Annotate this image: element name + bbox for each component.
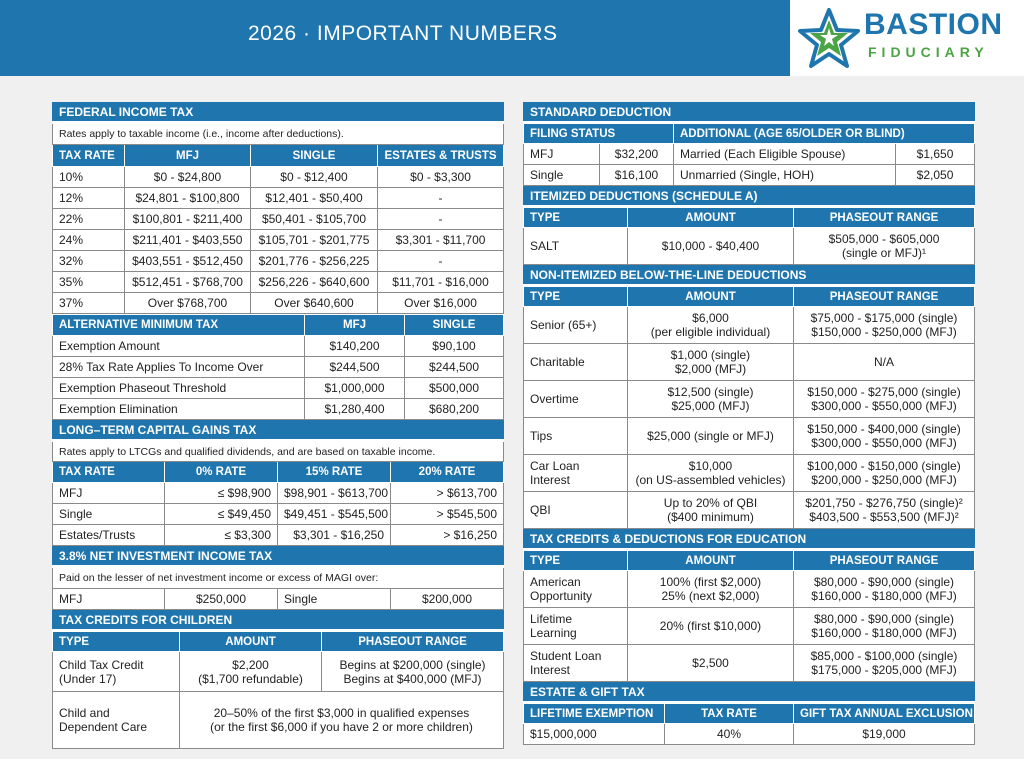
phaseout-line: $403,500 - $553,500 (MFJ)² bbox=[809, 510, 959, 524]
single-cell: $0 - $12,400 bbox=[251, 167, 378, 188]
row-label: Estates/Trusts bbox=[53, 525, 165, 546]
children-credits-table bbox=[52, 610, 504, 749]
table-row bbox=[524, 228, 975, 265]
type-line: QBI bbox=[530, 503, 551, 517]
amount-cell bbox=[628, 608, 794, 645]
table-row bbox=[524, 381, 975, 418]
amount-line: $25,000 (single or MFJ) bbox=[647, 429, 774, 443]
phaseout-line: $175,000 - $205,000 (MFJ) bbox=[811, 663, 957, 677]
table-row bbox=[524, 307, 975, 344]
amount-line: $6,000 bbox=[692, 311, 729, 325]
type-cell bbox=[524, 381, 628, 418]
lifetime-exemption-cell: $15,000,000 bbox=[524, 724, 665, 745]
row-label: Exemption Amount bbox=[53, 336, 305, 357]
type-cell bbox=[524, 645, 628, 682]
phaseout-cell bbox=[794, 455, 975, 492]
single-cell: $201,776 - $256,225 bbox=[251, 251, 378, 272]
type-line: Dependent Care bbox=[59, 720, 148, 734]
table-row bbox=[53, 167, 504, 188]
column-header: TYPE bbox=[524, 550, 628, 571]
page-title: 2026 · IMPORTANT NUMBERS bbox=[248, 22, 558, 45]
single-cell: $244,500 bbox=[405, 357, 504, 378]
row-label: MFJ bbox=[53, 483, 165, 504]
row-label: Exemption Elimination bbox=[53, 399, 305, 420]
description-cell bbox=[180, 692, 504, 749]
row-label: 28% Tax Rate Applies To Income Over bbox=[53, 357, 305, 378]
section-note: Rates apply to LTCGs and qualified dividends, and are based on taxable income. bbox=[53, 441, 504, 462]
column-header: MFJ bbox=[305, 315, 405, 336]
amount-cell: $16,100 bbox=[600, 165, 674, 186]
tax-rate-cell: 32% bbox=[53, 251, 125, 272]
amount-cell bbox=[628, 492, 794, 529]
zero-rate-cell: ≤ $3,300 bbox=[165, 525, 278, 546]
table-row bbox=[53, 378, 504, 399]
type-cell bbox=[524, 571, 628, 608]
phaseout-line: $160,000 - $180,000 (MFJ) bbox=[811, 589, 957, 603]
table-row bbox=[53, 589, 504, 610]
education-credits-table bbox=[523, 529, 975, 682]
column-header: 15% RATE bbox=[278, 462, 391, 483]
single-cell: $680,200 bbox=[405, 399, 504, 420]
mfj-cell: $403,551 - $512,450 bbox=[125, 251, 251, 272]
column-header: TAX RATE bbox=[53, 462, 165, 483]
section-title: LONG–TERM CAPITAL GAINS TAX bbox=[53, 421, 504, 441]
non-itemized-deductions-table bbox=[523, 265, 975, 529]
column-header: AMOUNT bbox=[628, 207, 794, 228]
estates-cell: - bbox=[378, 209, 504, 230]
column-header: PHASEOUT RANGE bbox=[794, 286, 975, 307]
twenty-rate-cell: > $545,500 bbox=[391, 504, 504, 525]
phaseout-line: $150,000 - $275,000 (single) bbox=[807, 385, 961, 399]
table-row bbox=[524, 571, 975, 608]
estate-gift-tax-table bbox=[523, 682, 975, 745]
table-row bbox=[53, 188, 504, 209]
column-header: 0% RATE bbox=[165, 462, 278, 483]
table-row bbox=[53, 483, 504, 504]
type-cell bbox=[524, 492, 628, 529]
amount-line: $12,500 (single) bbox=[667, 385, 754, 399]
table-row bbox=[524, 144, 975, 165]
left-column bbox=[52, 102, 503, 749]
twenty-rate-cell: > $16,250 bbox=[391, 525, 504, 546]
single-cell: $256,226 - $640,600 bbox=[251, 272, 378, 293]
phaseout-line: $200,000 - $250,000 (MFJ) bbox=[811, 473, 957, 487]
section-note: Paid on the lesser of net investment income or excess of MAGI over: bbox=[53, 567, 504, 589]
section-title: ESTATE & GIFT TAX bbox=[524, 683, 975, 703]
tax-rate-cell: 35% bbox=[53, 272, 125, 293]
type-line: (Under 17) bbox=[59, 671, 117, 686]
table-row bbox=[53, 293, 504, 314]
column-header: TAX RATE bbox=[53, 145, 125, 167]
phaseout-line: $150,000 - $250,000 (MFJ) bbox=[811, 325, 957, 339]
column-header: PHASEOUT RANGE bbox=[794, 207, 975, 228]
table-row bbox=[524, 645, 975, 682]
section-note: Rates apply to taxable income (i.e., income after deductions). bbox=[53, 123, 504, 145]
additional-label-cell: Married (Each Eligible Spouse) bbox=[674, 144, 896, 165]
amount-cell bbox=[628, 571, 794, 608]
amount-cell bbox=[628, 645, 794, 682]
estates-cell: $0 - $3,300 bbox=[378, 167, 504, 188]
phaseout-line: $75,000 - $175,000 (single) bbox=[810, 311, 958, 325]
gift-exclusion-cell: $19,000 bbox=[794, 724, 975, 745]
fifteen-rate-cell: $3,301 - $16,250 bbox=[278, 525, 391, 546]
itemized-deductions-table bbox=[523, 186, 975, 265]
tax-rate-cell: 37% bbox=[53, 293, 125, 314]
table-row bbox=[53, 652, 504, 692]
section-title: STANDARD DEDUCTION bbox=[524, 103, 975, 123]
phaseout-line: $150,000 - $400,000 (single) bbox=[807, 422, 961, 436]
table-row bbox=[53, 272, 504, 293]
type-line: Car Loan bbox=[530, 459, 580, 473]
tax-rate-cell: 10% bbox=[53, 167, 125, 188]
amount-line: (per eligible individual) bbox=[650, 325, 771, 339]
phaseout-line: $201,750 - $276,750 (single)² bbox=[805, 496, 963, 510]
phaseout-cell bbox=[794, 608, 975, 645]
row-label: Exemption Phaseout Threshold bbox=[53, 378, 305, 399]
type-line: Charitable bbox=[530, 355, 585, 369]
table-row bbox=[53, 336, 504, 357]
phaseout-cell bbox=[794, 571, 975, 608]
single-cell: $90,100 bbox=[405, 336, 504, 357]
column-header: LIFETIME EXEMPTION bbox=[524, 703, 665, 724]
type-line: American bbox=[530, 575, 581, 589]
ltcg-table bbox=[52, 420, 504, 546]
phaseout-line: $300,000 - $550,000 (MFJ) bbox=[811, 399, 957, 413]
type-line: Interest bbox=[530, 663, 571, 677]
type-line: Overtime bbox=[530, 392, 579, 406]
estates-cell: Over $16,000 bbox=[378, 293, 504, 314]
table-row bbox=[524, 165, 975, 186]
type-cell bbox=[53, 652, 180, 692]
type-line: Tips bbox=[530, 429, 553, 443]
mfj-cell: $0 - $24,800 bbox=[125, 167, 251, 188]
amount-line: 20% (first $10,000) bbox=[659, 619, 762, 633]
fifteen-rate-cell: $98,901 - $613,700 bbox=[278, 483, 391, 504]
phaseout-cell bbox=[322, 652, 504, 692]
phaseout-line: $80,000 - $90,000 (single) bbox=[813, 612, 955, 626]
type-cell bbox=[524, 418, 628, 455]
table-row bbox=[524, 492, 975, 529]
single-cell: Over $640,600 bbox=[251, 293, 378, 314]
amount-line: Up to 20% of QBI bbox=[663, 496, 758, 510]
column-header: GIFT TAX ANNUAL EXCLUSION bbox=[794, 703, 975, 724]
column-header: AMOUNT bbox=[628, 286, 794, 307]
table-row bbox=[524, 344, 975, 381]
mfj-cell: $24,801 - $100,800 bbox=[125, 188, 251, 209]
brand-subtitle: FIDUCIARY bbox=[868, 44, 989, 60]
column-header: SINGLE bbox=[405, 315, 504, 336]
filing-status-cell: MFJ bbox=[524, 144, 600, 165]
column-header: FILING STATUS bbox=[524, 123, 674, 144]
brand-name: BASTION bbox=[864, 8, 1003, 41]
column-header: SINGLE bbox=[251, 145, 378, 167]
column-header: PHASEOUT RANGE bbox=[322, 631, 504, 652]
type-cell bbox=[524, 455, 628, 492]
table-row bbox=[53, 399, 504, 420]
estates-cell: - bbox=[378, 188, 504, 209]
mfj-cell: $512,451 - $768,700 bbox=[125, 272, 251, 293]
column-header: PHASEOUT RANGE bbox=[794, 550, 975, 571]
column-header: TAX RATE bbox=[665, 703, 794, 724]
mfj-cell: $1,280,400 bbox=[305, 399, 405, 420]
phaseout-cell bbox=[794, 381, 975, 418]
single-cell: $12,401 - $50,400 bbox=[251, 188, 378, 209]
amount-line: $1,000 (single) bbox=[670, 348, 751, 362]
type-line: Opportunity bbox=[530, 589, 593, 603]
amount-line: $2,500 bbox=[692, 656, 729, 670]
amount-cell bbox=[628, 344, 794, 381]
section-title: TAX CREDITS & DEDUCTIONS FOR EDUCATION bbox=[524, 530, 975, 550]
row-label: Single bbox=[53, 504, 165, 525]
table-row bbox=[524, 608, 975, 645]
tax-rate-cell: 24% bbox=[53, 230, 125, 251]
table-row bbox=[524, 455, 975, 492]
section-title: 3.8% NET INVESTMENT INCOME TAX bbox=[53, 547, 504, 567]
type-line: Student Loan bbox=[530, 649, 602, 663]
tax-rate-cell: 40% bbox=[665, 724, 794, 745]
phaseout-line: $505,000 - $605,000 bbox=[828, 232, 940, 246]
single-cell: $105,701 - $201,775 bbox=[251, 230, 378, 251]
column-header: ADDITIONAL (AGE 65/OLDER OR BLIND) bbox=[674, 123, 975, 144]
right-column bbox=[523, 102, 974, 745]
column-header: 20% RATE bbox=[391, 462, 504, 483]
additional-amount-cell: $1,650 bbox=[896, 144, 975, 165]
mfj-cell: $140,200 bbox=[305, 336, 405, 357]
table-row bbox=[53, 692, 504, 749]
mfj-cell: $211,401 - $403,550 bbox=[125, 230, 251, 251]
mfj-cell: Over $768,700 bbox=[125, 293, 251, 314]
column-header: AMOUNT bbox=[628, 550, 794, 571]
amount-line: $25,000 (MFJ) bbox=[671, 399, 750, 413]
amount-line: $10,000 bbox=[688, 459, 733, 473]
amt-table bbox=[52, 314, 504, 420]
federal-income-tax-table bbox=[52, 102, 504, 314]
single-cell: $200,000 bbox=[391, 589, 504, 610]
column-header: TYPE bbox=[53, 631, 180, 652]
amount-cell bbox=[628, 418, 794, 455]
amount-line: ($400 minimum) bbox=[667, 510, 754, 524]
type-cell bbox=[524, 344, 628, 381]
additional-label-cell: Unmarried (Single, HOH) bbox=[674, 165, 896, 186]
type-cell bbox=[53, 692, 180, 749]
phaseout-line: Begins at $200,000 (single) bbox=[339, 657, 486, 672]
phaseout-line: $160,000 - $180,000 (MFJ) bbox=[811, 626, 957, 640]
amount-cell: $32,200 bbox=[600, 144, 674, 165]
phaseout-cell bbox=[794, 228, 975, 265]
standard-deduction-table bbox=[523, 102, 975, 186]
table-row bbox=[53, 209, 504, 230]
table-row bbox=[53, 525, 504, 546]
amount-cell bbox=[180, 652, 322, 692]
table-row bbox=[53, 230, 504, 251]
type-line: Lifetime bbox=[530, 612, 573, 626]
section-title: ALTERNATIVE MINIMUM TAX bbox=[53, 315, 305, 336]
single-cell: $500,000 bbox=[405, 378, 504, 399]
amount-line: (on US-assembled vehicles) bbox=[635, 473, 786, 487]
estates-cell: - bbox=[378, 251, 504, 272]
filing-status-cell: Single bbox=[524, 165, 600, 186]
mfj-cell: $1,000,000 bbox=[305, 378, 405, 399]
mfj-cell: $250,000 bbox=[165, 589, 278, 610]
zero-rate-cell: ≤ $98,900 bbox=[165, 483, 278, 504]
additional-amount-cell: $2,050 bbox=[896, 165, 975, 186]
zero-rate-cell: ≤ $49,450 bbox=[165, 504, 278, 525]
amount-cell bbox=[628, 455, 794, 492]
amount-line: ($1,700 refundable) bbox=[198, 671, 303, 686]
phaseout-line: $80,000 - $90,000 (single) bbox=[813, 575, 955, 589]
page-bottom-edge bbox=[0, 754, 1024, 759]
section-title: FEDERAL INCOME TAX bbox=[53, 103, 504, 123]
description-line: 20–50% of the first $3,000 in qualified expenses bbox=[213, 706, 470, 720]
type-cell: SALT bbox=[524, 228, 628, 265]
amount-cell bbox=[628, 381, 794, 418]
phaseout-cell bbox=[794, 344, 975, 381]
mfj-cell: $244,500 bbox=[305, 357, 405, 378]
type-line: Interest bbox=[530, 473, 571, 487]
column-header: ESTATES & TRUSTS bbox=[378, 145, 504, 167]
table-row bbox=[53, 251, 504, 272]
table-row bbox=[53, 504, 504, 525]
table-row bbox=[524, 724, 975, 745]
amount-cell: $10,000 - $40,400 bbox=[628, 228, 794, 265]
phaseout-line: $100,000 - $150,000 (single) bbox=[807, 459, 961, 473]
phaseout-line: $300,000 - $550,000 (MFJ) bbox=[811, 436, 957, 450]
fifteen-rate-cell: $49,451 - $545,500 bbox=[278, 504, 391, 525]
section-title: NON-ITEMIZED BELOW-THE-LINE DEDUCTIONS bbox=[524, 266, 975, 286]
phaseout-line: (single or MFJ)¹ bbox=[841, 246, 926, 260]
column-header: AMOUNT bbox=[180, 631, 322, 652]
single-cell: $50,401 - $105,700 bbox=[251, 209, 378, 230]
section-title: TAX CREDITS FOR CHILDREN bbox=[53, 611, 504, 631]
phaseout-cell bbox=[794, 418, 975, 455]
phaseout-cell bbox=[794, 645, 975, 682]
phaseout-line: $85,000 - $100,000 (single) bbox=[810, 649, 958, 663]
row-label: Single bbox=[278, 589, 391, 610]
type-cell bbox=[524, 307, 628, 344]
section-title: ITEMIZED DEDUCTIONS (SCHEDULE A) bbox=[524, 187, 975, 207]
amount-line: 100% (first $2,000) bbox=[659, 575, 762, 589]
column-header: TYPE bbox=[524, 207, 628, 228]
type-line: Child and bbox=[59, 706, 110, 720]
amount-line: $2,200 bbox=[232, 657, 269, 672]
table-row bbox=[524, 418, 975, 455]
amount-cell bbox=[628, 307, 794, 344]
column-header: TYPE bbox=[524, 286, 628, 307]
phaseout-line: N/A bbox=[874, 355, 895, 369]
type-line: Child Tax Credit bbox=[59, 657, 144, 672]
mfj-cell: $100,801 - $211,400 bbox=[125, 209, 251, 230]
niit-table bbox=[52, 546, 504, 610]
amount-line: $2,000 (MFJ) bbox=[674, 362, 747, 376]
tax-rate-cell: 22% bbox=[53, 209, 125, 230]
type-line: Senior (65+) bbox=[530, 318, 597, 332]
estates-cell: $3,301 - $11,700 bbox=[378, 230, 504, 251]
tax-rate-cell: 12% bbox=[53, 188, 125, 209]
type-cell bbox=[524, 608, 628, 645]
star-logo-icon bbox=[798, 8, 860, 70]
estates-cell: $11,701 - $16,000 bbox=[378, 272, 504, 293]
phaseout-line: Begins at $400,000 (MFJ) bbox=[343, 671, 482, 686]
twenty-rate-cell: > $613,700 bbox=[391, 483, 504, 504]
table-row bbox=[53, 357, 504, 378]
description-line: (or the first $6,000 if you have 2 or more children) bbox=[210, 720, 473, 734]
phaseout-cell bbox=[794, 492, 975, 529]
page-header bbox=[0, 0, 1024, 76]
phaseout-cell bbox=[794, 307, 975, 344]
amount-line: 25% (next $2,000) bbox=[661, 589, 760, 603]
column-header: MFJ bbox=[125, 145, 251, 167]
type-line: Learning bbox=[530, 626, 577, 640]
row-label: MFJ bbox=[53, 589, 165, 610]
brand-logo bbox=[790, 0, 1024, 76]
